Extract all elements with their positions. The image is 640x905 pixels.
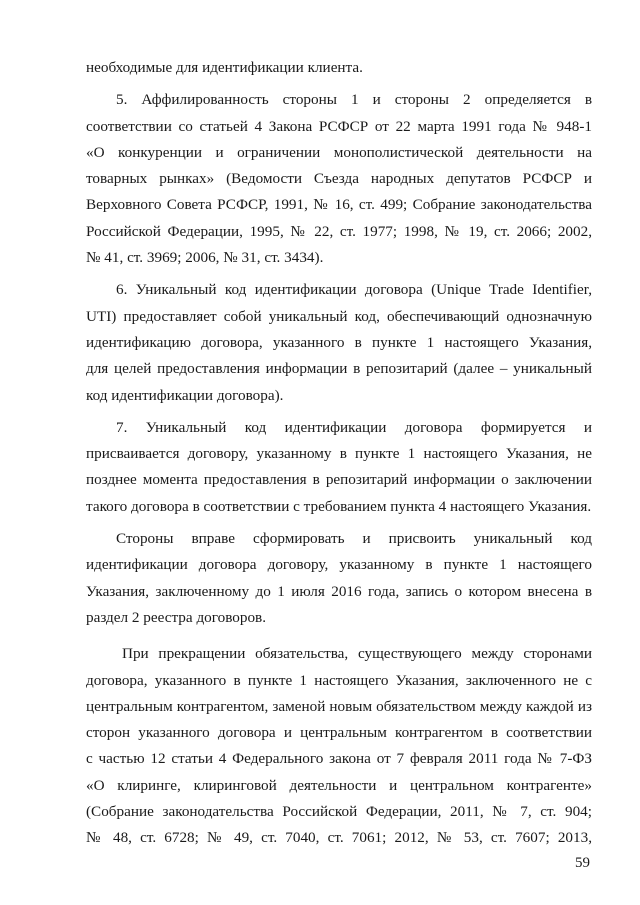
paragraph-line: (Собрание законодательства Российской Федерации, 2011, № 7, ст. 904; <box>86 803 592 821</box>
paragraph-line: № 48, ст. 6728; № 49, ст. 7040, ст. 7061; 2012, № 53, ст. 7607; 2013, <box>86 829 592 847</box>
page-number: 59 <box>575 855 590 871</box>
paragraph-7 <box>86 415 592 520</box>
paragraph-line: товарных рынках» (Ведомости Съезда народных депутатов РСФСР и <box>86 170 592 188</box>
paragraph-line: код идентификации договора). <box>86 386 284 404</box>
paragraph-line: Российской Федерации, 1995, № 22, ст. 1977; 1998, № 19, ст. 2066; 2002, <box>86 222 592 240</box>
paragraph-line: раздел 2 реестра договоров. <box>86 608 267 626</box>
paragraph-parties <box>86 526 592 631</box>
paragraph-line: сторон указанного договора и центральным контрагентом в соответствии <box>86 724 592 742</box>
paragraph-line: с частью 12 статьи 4 Федерального закона от 7 февраля 2011 года № 7-ФЗ <box>86 750 592 768</box>
paragraph-line: необходимые для идентификации клиента. <box>86 59 363 76</box>
paragraph-line: позднее момента предоставления в репозитарий информации о заключении <box>86 471 592 489</box>
paragraph-line: присваивается договору, указанному в пункте 1 настоящего Указания, не <box>86 445 592 463</box>
paragraph-line: соответствии со статьей 4 Закона РСФСР от 22 марта 1991 года № 948-1 <box>86 117 592 135</box>
paragraph-line: «О клиринге, клиринговой деятельности и центральном контрагенте» <box>86 776 592 794</box>
paragraph-line: идентификации договора договору, указанному в пункте 1 настоящего <box>86 556 592 574</box>
paragraph-line: 6. Уникальный код идентификации договора (Unique Trade Identifier, <box>116 281 592 299</box>
paragraph-line: 7. Уникальный код идентификации договора формируется и <box>116 418 592 436</box>
paragraph-line: UTI) предоставляет собой уникальный код, обеспечивающий однозначную <box>86 307 592 325</box>
paragraph-line: 5. Аффилированность стороны 1 и стороны 2 определяется в <box>116 91 592 109</box>
paragraph-line: идентификацию договора, указанного в пункте 1 настоящего Указания, <box>86 333 592 351</box>
paragraph-termination <box>86 641 592 851</box>
paragraph-line: «О конкуренции и ограничении монополистической деятельности на <box>86 143 592 161</box>
paragraph-line: Стороны вправе сформировать и присвоить уникальный код <box>116 530 592 548</box>
paragraph-line: для целей предоставления информации в репозитарий (далее – уникальный <box>86 360 592 378</box>
paragraph-line: такого договора в соответствии с требованием пункта 4 настоящего Указания. <box>86 497 592 515</box>
paragraph-line: При прекращении обязательства, существующего между сторонами <box>122 645 592 663</box>
paragraph-line: Указания, заключенному до 1 июля 2016 года, запись о котором внесена в <box>86 582 592 600</box>
paragraph-5 <box>86 87 592 271</box>
paragraph-line: Верховного Совета РСФСР, 1991, № 16, ст. 499; Собрание законодательства <box>86 196 592 214</box>
paragraph-line: № 41, ст. 3969; 2006, № 31, ст. 3434). <box>86 249 324 267</box>
paragraph-line: центральным контрагентом, заменой новым обязательством между каждой из <box>86 697 592 715</box>
paragraph-6 <box>86 277 592 408</box>
paragraph-line: договора, указанного в пункте 1 настоящего Указания, заключенного не с <box>86 671 592 689</box>
document-body <box>86 55 592 852</box>
